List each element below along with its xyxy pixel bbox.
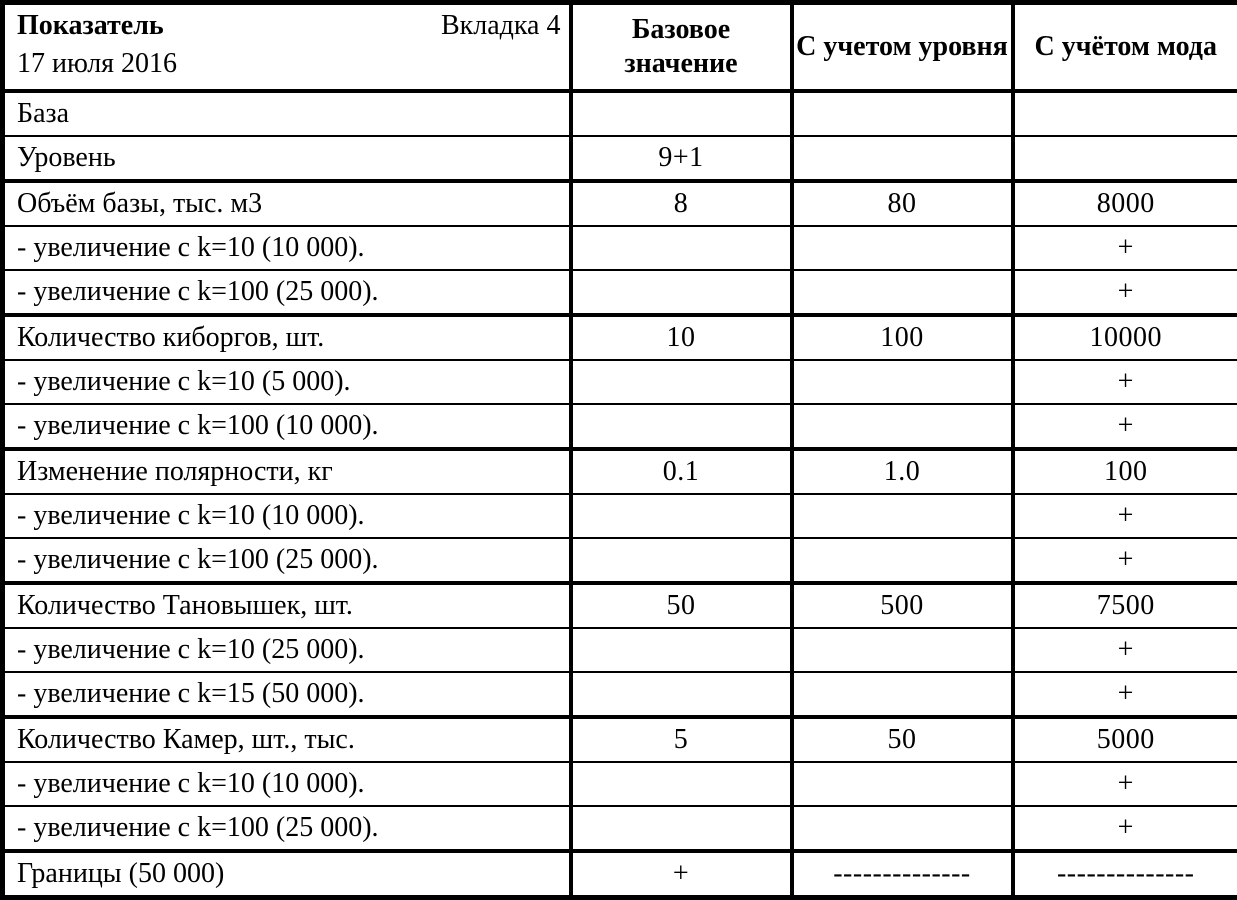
mod-value-cell: 7500 [1013, 583, 1237, 628]
mod-value-cell: 8000 [1013, 181, 1237, 226]
table-row [3, 806, 1237, 851]
base-value-cell [571, 806, 792, 851]
mod-value-cell: + [1013, 538, 1237, 583]
mod-value-cell: + [1013, 494, 1237, 538]
level-value-cell [792, 360, 1013, 404]
table-row [3, 851, 1237, 898]
indicator-cell: - увеличение с k=10 (10 000). [3, 226, 571, 270]
base-value-cell: 8 [571, 181, 792, 226]
base-value-cell [571, 538, 792, 583]
header-date: 17 июля 2016 [17, 45, 561, 83]
indicator-cell: Границы (50 000) [3, 851, 571, 898]
base-value-cell: 0.1 [571, 449, 792, 494]
level-value-cell: -------------- [792, 851, 1013, 898]
header-tab-label: Вкладка 4 [441, 7, 561, 45]
base-value-cell [571, 91, 792, 136]
table-row [3, 315, 1237, 360]
base-value-cell: + [571, 851, 792, 898]
base-value-cell [571, 672, 792, 717]
header-with-level: С учетом уровня [792, 3, 1013, 92]
level-value-cell [792, 226, 1013, 270]
header-with-mod: С учётом мода [1013, 3, 1237, 92]
table-row [3, 360, 1237, 404]
mod-value-cell: -------------- [1013, 851, 1237, 898]
level-value-cell [792, 494, 1013, 538]
level-value-cell: 100 [792, 315, 1013, 360]
indicator-cell: Количество Камер, шт., тыс. [3, 717, 571, 762]
header-base-value: Базовое значение [571, 3, 792, 92]
indicator-cell: - увеличение с k=10 (10 000). [3, 762, 571, 806]
level-value-cell [792, 404, 1013, 449]
indicator-cell: База [3, 91, 571, 136]
mod-value-cell: 5000 [1013, 717, 1237, 762]
level-value-cell [792, 136, 1013, 181]
level-value-cell [792, 538, 1013, 583]
level-value-cell [792, 91, 1013, 136]
table-row [3, 226, 1237, 270]
mod-value-cell [1013, 136, 1237, 181]
base-value-cell: 5 [571, 717, 792, 762]
table-row [3, 583, 1237, 628]
table-row [3, 494, 1237, 538]
indicator-cell: - увеличение с k=100 (25 000). [3, 538, 571, 583]
header-row [3, 3, 1237, 92]
table-row [3, 538, 1237, 583]
indicator-cell: Количество киборгов, шт. [3, 315, 571, 360]
mod-value-cell: + [1013, 806, 1237, 851]
mod-value-cell: + [1013, 360, 1237, 404]
mod-value-cell: + [1013, 672, 1237, 717]
indicator-cell: - увеличение с k=10 (5 000). [3, 360, 571, 404]
table-row [3, 91, 1237, 136]
indicator-cell: Изменение полярности, кг [3, 449, 571, 494]
mod-value-cell: + [1013, 628, 1237, 672]
table-row [3, 449, 1237, 494]
level-value-cell: 500 [792, 583, 1013, 628]
base-value-cell [571, 404, 792, 449]
base-value-cell: 50 [571, 583, 792, 628]
base-value-cell: 9+1 [571, 136, 792, 181]
mod-value-cell: + [1013, 762, 1237, 806]
table-row [3, 270, 1237, 315]
indicator-cell: - увеличение с k=10 (25 000). [3, 628, 571, 672]
base-value-cell: 10 [571, 315, 792, 360]
mod-value-cell: + [1013, 226, 1237, 270]
base-value-cell [571, 270, 792, 315]
mod-value-cell: + [1013, 270, 1237, 315]
indicator-cell: Объём базы, тыс. м3 [3, 181, 571, 226]
level-value-cell [792, 628, 1013, 672]
indicator-cell: - увеличение с k=10 (10 000). [3, 494, 571, 538]
header-indicator-cell [3, 3, 571, 92]
mod-value-cell [1013, 91, 1237, 136]
level-value-cell: 80 [792, 181, 1013, 226]
indicator-cell: Количество Тановышек, шт. [3, 583, 571, 628]
level-value-cell [792, 672, 1013, 717]
indicator-cell: - увеличение с k=15 (50 000). [3, 672, 571, 717]
base-value-cell [571, 226, 792, 270]
base-value-cell [571, 762, 792, 806]
mod-value-cell: 10000 [1013, 315, 1237, 360]
base-value-cell [571, 494, 792, 538]
indicator-cell: - увеличение с k=100 (10 000). [3, 404, 571, 449]
table-row [3, 717, 1237, 762]
mod-value-cell: + [1013, 404, 1237, 449]
header-title: Показатель [17, 7, 164, 45]
level-value-cell [792, 806, 1013, 851]
level-value-cell: 1.0 [792, 449, 1013, 494]
level-value-cell [792, 270, 1013, 315]
table-row [3, 628, 1237, 672]
table-row [3, 181, 1237, 226]
table-row [3, 672, 1237, 717]
base-value-cell [571, 628, 792, 672]
header-first-line [17, 7, 561, 45]
indicator-cell: - увеличение с k=100 (25 000). [3, 806, 571, 851]
indicator-cell: Уровень [3, 136, 571, 181]
table-body [3, 91, 1237, 898]
table-row [3, 404, 1237, 449]
table-row [3, 762, 1237, 806]
level-value-cell [792, 762, 1013, 806]
indicator-cell: - увеличение с k=100 (25 000). [3, 270, 571, 315]
level-value-cell: 50 [792, 717, 1013, 762]
table-row [3, 136, 1237, 181]
base-value-cell [571, 360, 792, 404]
mod-value-cell: 100 [1013, 449, 1237, 494]
